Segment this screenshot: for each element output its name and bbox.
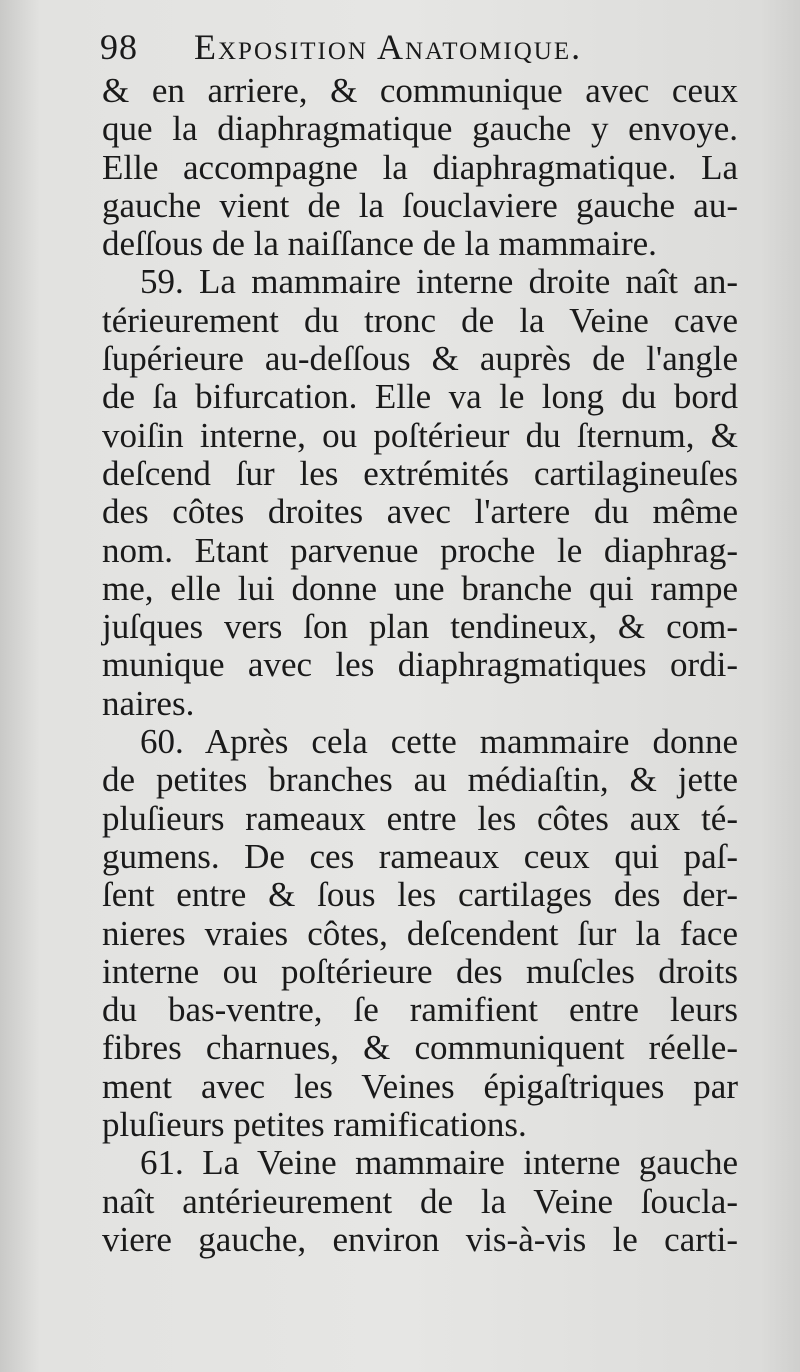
text-line: nom. Etant parvenue proche le diaphrag-	[102, 530, 738, 570]
text-line: 60. Après cela cette mammaire donne	[140, 722, 738, 762]
text-line: naît antérieurement de la Veine ſoucla-	[102, 1181, 738, 1221]
text-line: juſques vers ſon plan tendineux, & com-	[102, 607, 738, 647]
text-line: deſcend ſur les extrémités cartilagineuſes	[102, 453, 738, 493]
text-line: ment avec les Veines épigaſtriques par	[102, 1066, 738, 1106]
text-line: munique avec les diaphragmatiques ordi-	[102, 645, 738, 685]
text-line: que la diaphragmatique gauche y envoye.	[102, 109, 738, 149]
text-line: fibres charnues, & communiquent réelle-	[102, 1028, 738, 1068]
text-line: 59. La mammaire interne droite naît an-	[140, 262, 738, 302]
text-line: ſent entre & ſous les cartilages des der-	[102, 875, 738, 915]
text-line: pluſieurs petites ramifications.	[102, 1105, 527, 1145]
text-line: térieurement du tronc de la Veine cave	[102, 300, 738, 340]
text-line: des côtes droites avec l'artere du même	[102, 492, 738, 532]
text-line: ſupérieure au-deſſous & auprès de l'angle	[102, 339, 738, 379]
text-line: gauche vient de la ſouclaviere gauche au-	[102, 185, 738, 225]
text-line: viere gauche, environ vis-à-vis le carti-	[102, 1219, 738, 1259]
page-number: 98	[100, 27, 138, 67]
text-line: pluſieurs rameaux entre les côtes aux té-	[102, 798, 738, 838]
text-line: du bas-ventre, ſe ramifient entre leurs	[102, 990, 738, 1030]
text-line: & en arriere, & communique avec ceux	[102, 71, 738, 110]
text-line: interne ou poſtérieure des muſcles droits	[102, 951, 738, 991]
text-line: me, elle lui donne une branche qui rampe	[102, 568, 738, 608]
text-line: deſſous de la naiſſance de la mammaire.	[102, 224, 657, 264]
text-line: 61. La Veine mammaire interne gauche	[140, 1143, 738, 1183]
body-text	[102, 72, 738, 1259]
text-line: voiſin interne, ou poſtérieur du ſternum, &	[102, 415, 738, 455]
text-line: de petites branches au médiaſtin, & jette	[102, 760, 738, 800]
text-line: naires.	[102, 683, 195, 723]
text-line: gumens. De ces rameaux ceux qui paſ-	[102, 836, 738, 876]
running-title: Exposition Anatomique.	[194, 27, 583, 67]
text-line: de ſa bifurcation. Elle va le long du bord	[102, 377, 738, 417]
text-line: Elle accompagne la diaphragmatique. La	[102, 147, 738, 187]
text-line: nieres vraies côtes, deſcendent ſur la face	[102, 913, 738, 953]
